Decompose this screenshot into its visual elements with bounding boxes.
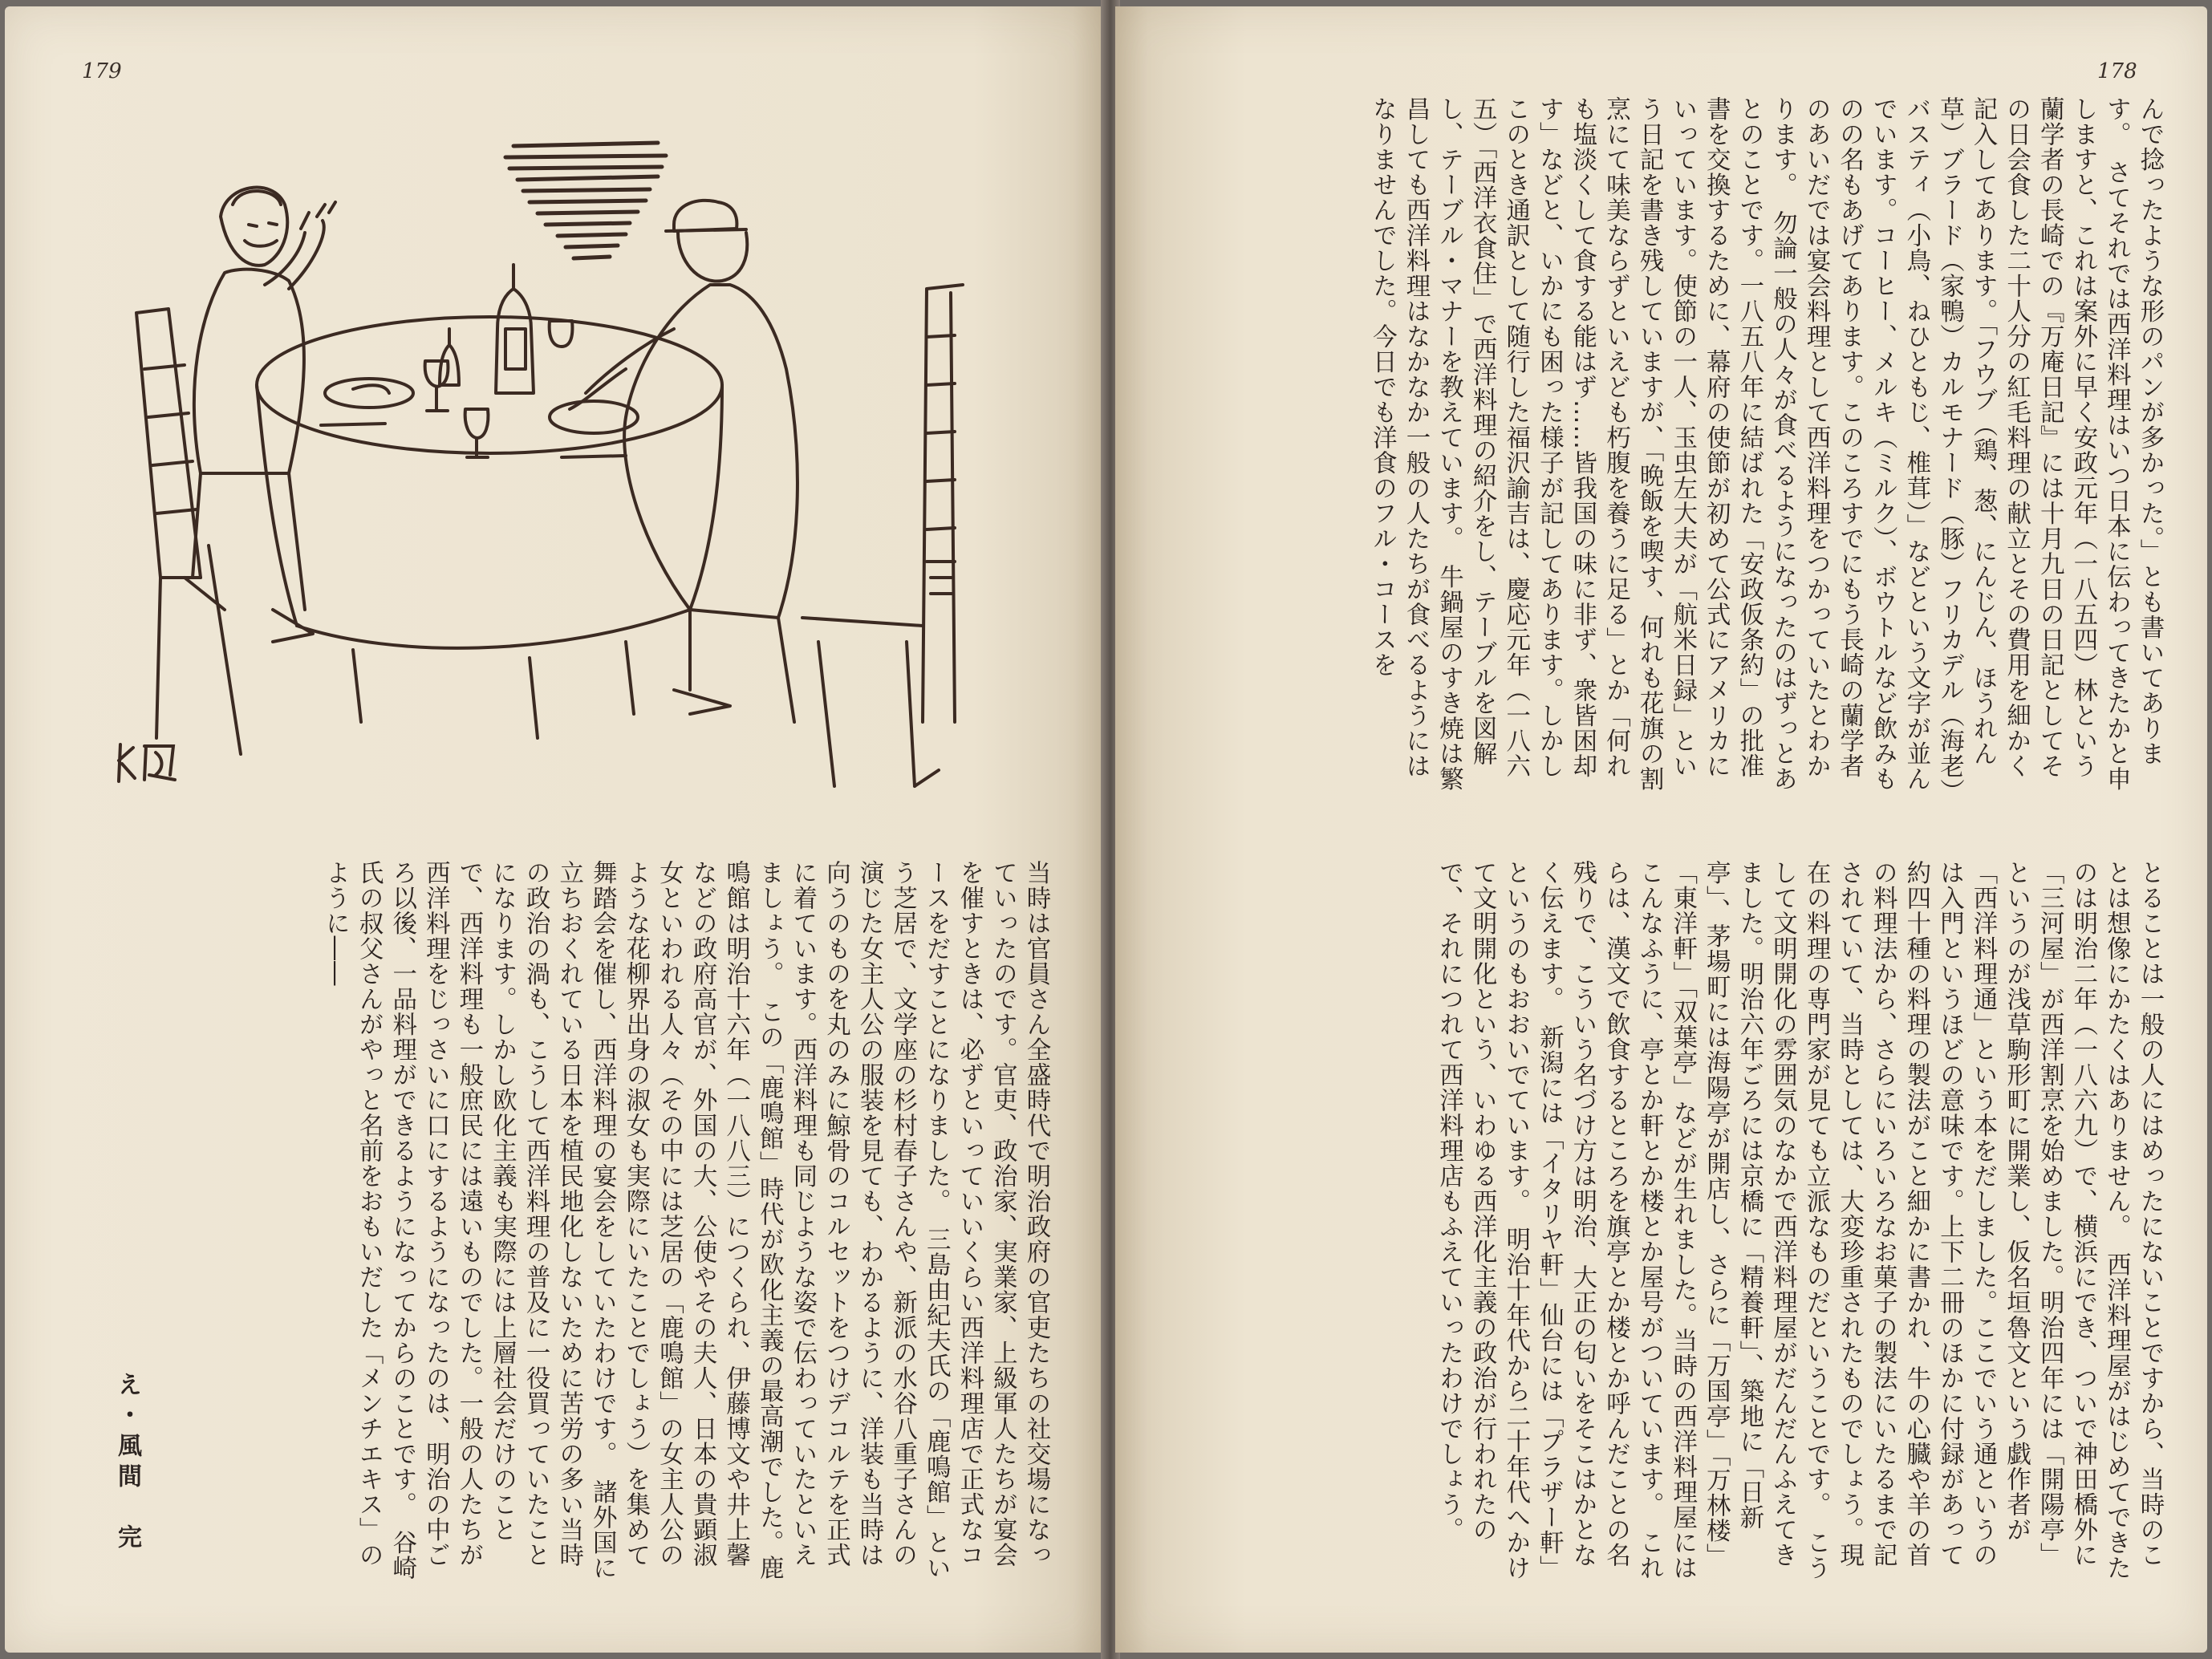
illustration-credit: え・風間 完 xyxy=(113,1372,141,1555)
right-page-upper-text xyxy=(1171,96,2166,794)
dining-sketch-illustration xyxy=(112,128,1059,802)
right-page-lower-text xyxy=(1171,860,2166,1582)
artist-signature xyxy=(114,736,181,786)
left-page-lower-text xyxy=(154,860,1053,1582)
body-paragraph: んで捻ったような形のパンが多かった。」とも書いてあります。 さてそれでは西洋料理はいつ日本に伝わってきたかと申しますと、これは案外に早く安政元年（一八五四）林という蘭学者の長崎での『万庵日記』には十月九日の日記としてその日会食した二十人分の紅毛料理の献立とその費用を細かく記入してあります。「フウブ（鶏、葱、にんじん、ほうれん草）ブラード（家鴨）カルモナード（豚）フリカデル（海老）バスティ（小鳥、ねひともじ、椎茸）」などという文字が並んでいます。コーヒー、メルキ（ミルク）、ボウトルなど飲みものの名もあげてあります。このころすでにもう長崎の蘭学者のあいだでは宴会料理として西洋料理をつかっていたとわかります。 勿論一般の人々が食べるようになったのはずっとあとのことです。一八五八年に結ばれた「安政仮条約」の批准書を交換するために、幕府の使節が初めて公式にアメリカにいっています。使節の一人、玉虫左大夫が「航米日録」という日記を書き残していますが、「晩飯を喫す、何れも花旗の割烹にて味美ならずといえども朽腹を養うに足る」とか「何れも塩淡くして食する能はず……皆我国の味に非ず、衆皆困却す」などと、いかにも困った様子が記してあります。しかしこのとき通訳として随行した福沢諭吉は、慶応元年（一八六五）「西洋衣食住」で西洋料理の紹介をし、テーブルを図解し、テーブル・マナーを教えています。 牛鍋屋のすき焼は繁昌しても西洋料理はなかなか一般の人たちが食べるようにはなりませんでした。今日でも洋食のフル・コースを xyxy=(1368,96,2164,792)
page-number-left: 179 xyxy=(82,59,122,83)
page-number-right: 178 xyxy=(2097,59,2137,83)
body-paragraph: 当時は官員さん全盛時代で明治政府の官吏たちの社交場になっていったのです。官吏、政治家、実業家、上級軍人たちが宴会を催すときは、必ずといっていいくらい西洋料理店で正式なコースをだすことになりました。 三島由紀夫氏の「鹿鳴館」という芝居で、文学座の杉村春子さんや、新派の水谷八重子さんの演じた女主人公の服装を見ても、わかるように、洋装も当時は向うのものを丸のみに鯨骨のコルセットをつけデコルテを正式に着ています。西洋料理も同じような姿で伝わっていたといえましょう。 この「鹿鳴館」時代が欧化主義の最高潮でした。鹿鳴館は明治十六年（一八八三）につくられ、伊藤博文や井上馨などの政府高官が、外国の大、公使やその夫人、日本の貴顕淑女といわれる人々（その中には芝居の「鹿鳴館」の女主人公のような花柳界出身の淑女も実際にいたことでしょう）を集めて舞踏会を催し、西洋料理の宴会をしていたわけです。 諸外国に立ちおくれている日本を植民地化しないために苦労の多い当時の政治の渦も、こうして西洋料理の普及に一役買っていたことになります。しかし欧化主義も実際には上層社会だけのことで、西洋料理も一般庶民には遠いものでした。一般の人たちが西洋料理をじっさいに口にするようになったのは、明治の中ごろ以後、一品料理ができるようになってからのことです。 谷崎氏の叔父さんがやっと名前をおもいだした「メンチエキス」のように―― xyxy=(321,860,1050,1581)
body-paragraph: とることは一般の人にはめったにないことですから、当時のことは想像にかたくはありません。 西洋料理屋がはじめてできたのは明治二年（一八六九）で、横浜にでき、ついで神田橋外に「三河屋」が西洋割烹を始めました。明治四年には「開陽亭」というのが浅草駒形町に開業し、仮名垣魯文という戯作者が「西洋料理通」という本をだしました。ここでいう通というのは入門というほどの意味です。上下二冊のほかに付録があって約四十種の料理の製法がこと細かに書かれ、牛の心臓や羊の首の料理法から、さらにいろいろなお菓子の製法にいたるまで記されていて、当時としては、大変珍重されたものでしょう。現在の料理の専門家が見ても立派なものだということです。 こうして文明開化の雰囲気のなかで西洋料理屋がだんだんふえてきました。明治六年ごろには京橋に「精養軒」、築地に「日新亭」、茅場町には海陽亭が開店し、さらに「万国亭」「万林楼」「東洋軒」「双葉亭」などが生れました。当時の西洋料理屋にはこんなふうに、亭とか軒とか楼とか屋号がついています。 これらは、漢文で飲食するところを旗亭とか楼とか呼んだことの名残りで、こういう名づけ方は明治、大正の匂いをそこはかとなく伝えます。 新潟には「イタリヤ軒」仙台には「プラザー軒」というのもおおいでています。 明治十年代から二十年代へかけて文明開化という、いわゆる西洋化主義の政治が行われたので、それにつれて西洋料理店もふえていったわけでしょう。 xyxy=(1435,860,2164,1581)
